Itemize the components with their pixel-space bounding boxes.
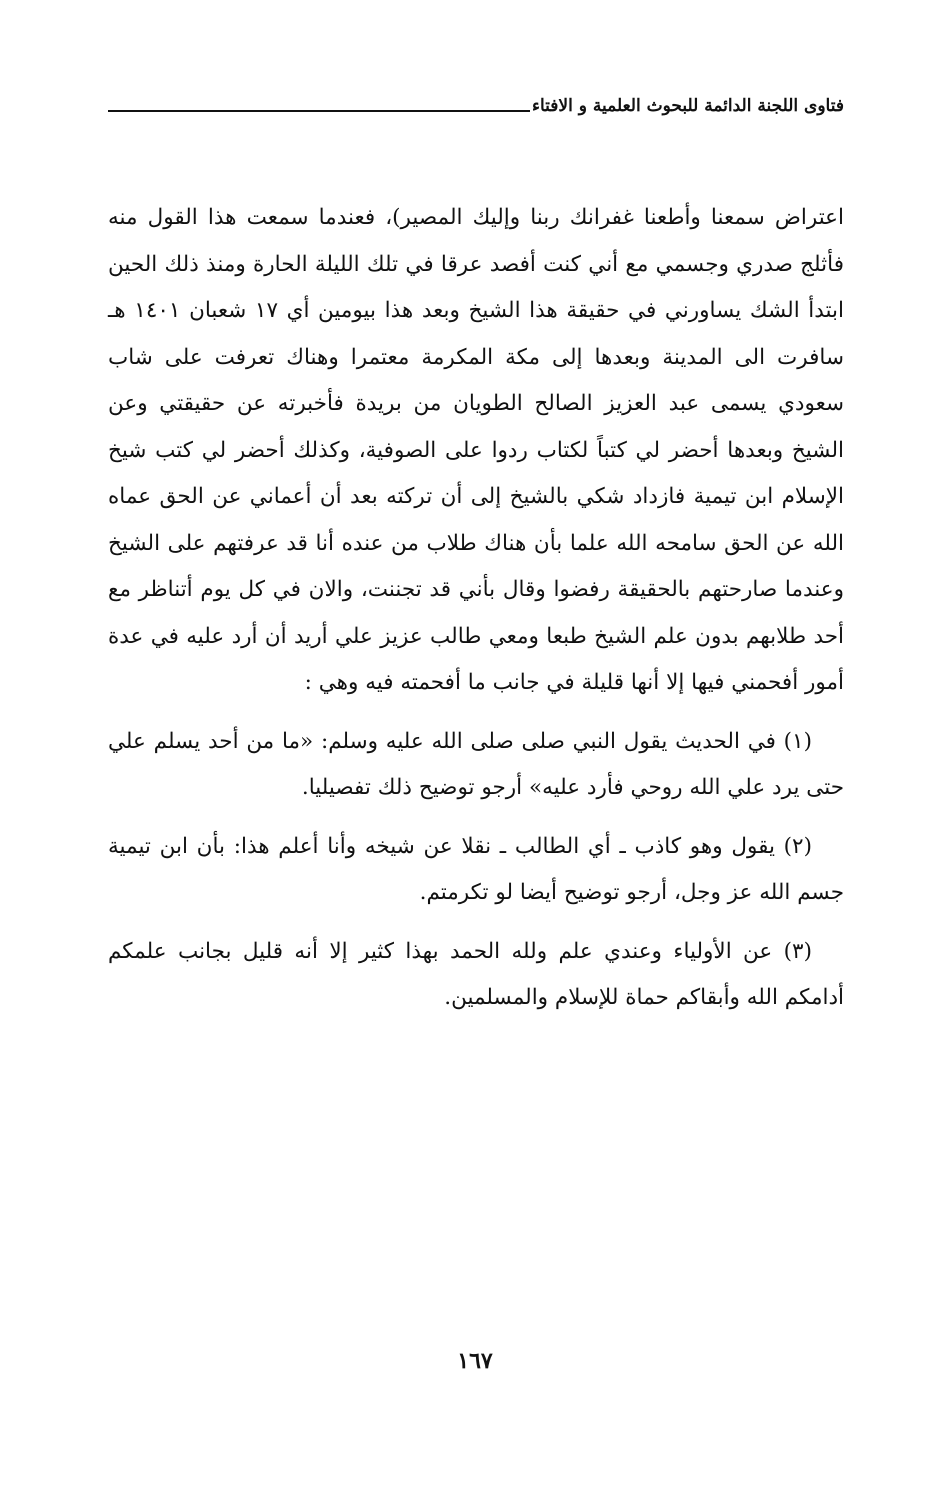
paragraph-item-3: (٣) عن الأولياء وعندي علم ولله الحمد بهذا كثير إلا أنه قليل بجانب علمكم أدامكم الله وأبقاكم حماة للإسلام والمسلمين. [108, 938, 844, 1010]
paragraph-question-intro: اعتراض سمعنا وأطعنا غفرانك ربنا وإليك المصير)، فعندما سمعت هذا القول منه فأثلج صدري وجسمي مع أني كنت أفصد عرقا في تلك الليلة الحارة ومنذ ذلك الحين ابتدأ الشك يساورني في حقيقة هذا الشيخ وبعد هذا بيومين أي ١٧ شعبان ١٤٠١ هـ سافرت الى المدينة وبعدها إلى مكة المكرمة معتمرا وهناك تعرفت على شاب سعودي يسمى عبد العزيز الصالح الطويان من بريدة فأخبرته عن حقيقتي وعن الشيخ وبعدها أحضر لي كتباً لكتاب ردوا على الصوفية، وكذلك أحضر لي كتب شيخ الإسلام ابن تيمية فازداد شكي بالشيخ إلى أن تركته بعد أن أعماني عن الحق عماه الله عن الحق سامحه الله علما بأن هناك طلاب من عنده أنا قد عرفتهم على الشيخ وعندما صارحتهم بالحقيقة رفضوا وقال بأني قد تجننت، والان في كل يوم أتناظر مع أحد طلابهم بدون علم الشيخ طبعا ومعي طالب عزيز علي أريد أن أرد عليه في عدة أمور أفحمني فيها إلا أنها قليلة في جانب ما أفحمته فيه وهي : [108, 205, 844, 695]
body-text [108, 195, 844, 1034]
paragraph-item-2: (٢) يقول وهو كاذب ـ أي الطالب ـ نقلا عن شيخه وأنا أعلم هذا: بأن ابن تيمية جسم الله عز وجل، أرجو توضيح أيضا لو تكرمتم. [108, 833, 844, 905]
running-title: فتاوى اللجنة الدائمة للبحوث العلمية و الافتاء [532, 96, 844, 116]
paragraph-item-1: (١) في الحديث يقول النبي صلى صلى الله عليه وسلم: «ما من أحد يسلم علي حتى يرد علي الله روحي فأرد عليه» أرجو توضيح ذلك تفصيليا. [108, 728, 844, 800]
header-rule [108, 110, 530, 112]
page-number: ١٦٧ [457, 1348, 493, 1374]
running-header [108, 88, 844, 118]
